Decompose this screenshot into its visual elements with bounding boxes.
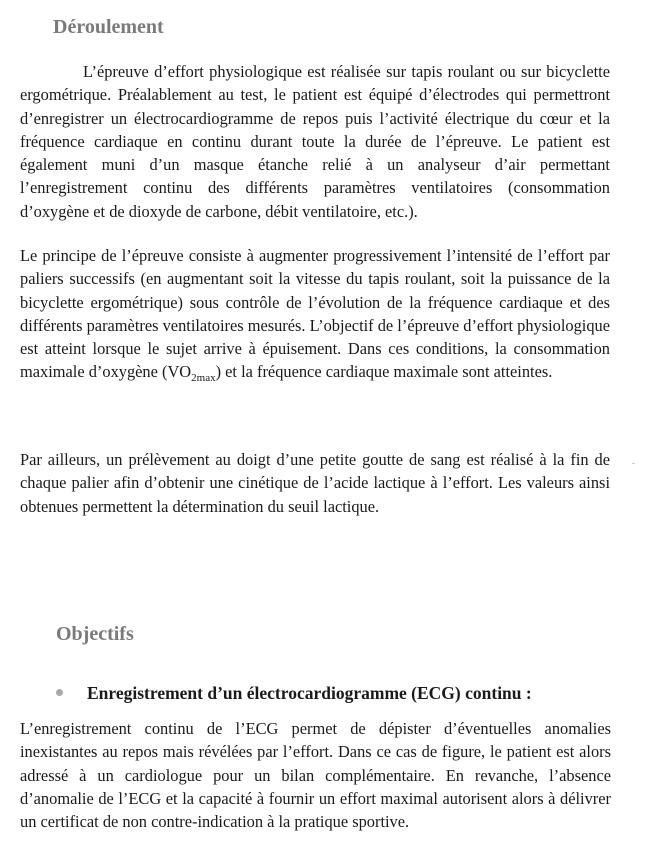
paragraph-text: ) et la fréquence cardiaque maximale sont atteintes. (215, 362, 553, 382)
paragraph-deroulement-2 (20, 244, 610, 391)
bullet-label: Enregistrement d’un électrocardiogramme (ECG) continu : (87, 683, 532, 703)
subscript-2max: 2max (191, 372, 216, 385)
bullet-icon (56, 689, 63, 696)
paragraph-objectifs-1: L’enregistrement continu de l’ECG permet de dépister d’éventuelles anomalies inexistantes au repos mais révélées par l’effort. Dans ce cas de figure, le patient est alors adressé à un cardiologue pour un bilan complémentaire. En revanche, l’absence d’anomalie de l’ECG et la capacité à fournir un effort maximal autorisent alors à délivrer un certificat de non contre-indication à la pratique sportive. (20, 719, 611, 832)
paragraph-deroulement-3: Par ailleurs, un prélèvement au doigt d’une petite goutte de sang est réalisé à la fin de chaque palier afin d’obtenir une cinétique de l’acide lactique à l’effort. Les valeurs ainsi obtenues permettent la détermination du seuil lactique. (20, 450, 610, 516)
section-heading-deroulement: Déroulement (53, 16, 164, 38)
scan-speck (632, 463, 635, 464)
section-heading-objectifs: Objectifs (56, 623, 134, 645)
paragraph-text: Le principe de l’épreuve consiste à augmenter progressivement l’intensité de l’effort par paliers successifs (en augmentant soit la vitesse du tapis roulant, soit la puissance de la bicyclette ergométrique) sous contrôle de l’évolution de la fréquence cardiaque et des différents paramètres ventilatoires mesurés. L’objectif de l’épreuve d’effort physiologique est atteint lorsque le sujet arrive à épuisement. Dans ces conditions, la consommation maximale d’oxygène (VO (20, 246, 611, 382)
paragraph-deroulement-1: L’épreuve d’effort physiologique est réalisée sur tapis roulant ou sur bicyclette ergométrique. Préalablement au test, le patient est équipé d’électrodes qui permettront d’enregistrer un électrocardiogramme de repos puis l’activité électrique du cœur et la fréquence cardiaque en continu durant toute la durée de l’épreuve. Le patient est également muni d’un masque étanche relié à un analyseur d’air permettant l’enregistrement continu des différents paramètres ventilatoires (consommation d’oxygène et de dioxyde de carbone, débit ventilatoire, etc.). (20, 62, 610, 221)
bullet-item-ecg (56, 683, 626, 704)
